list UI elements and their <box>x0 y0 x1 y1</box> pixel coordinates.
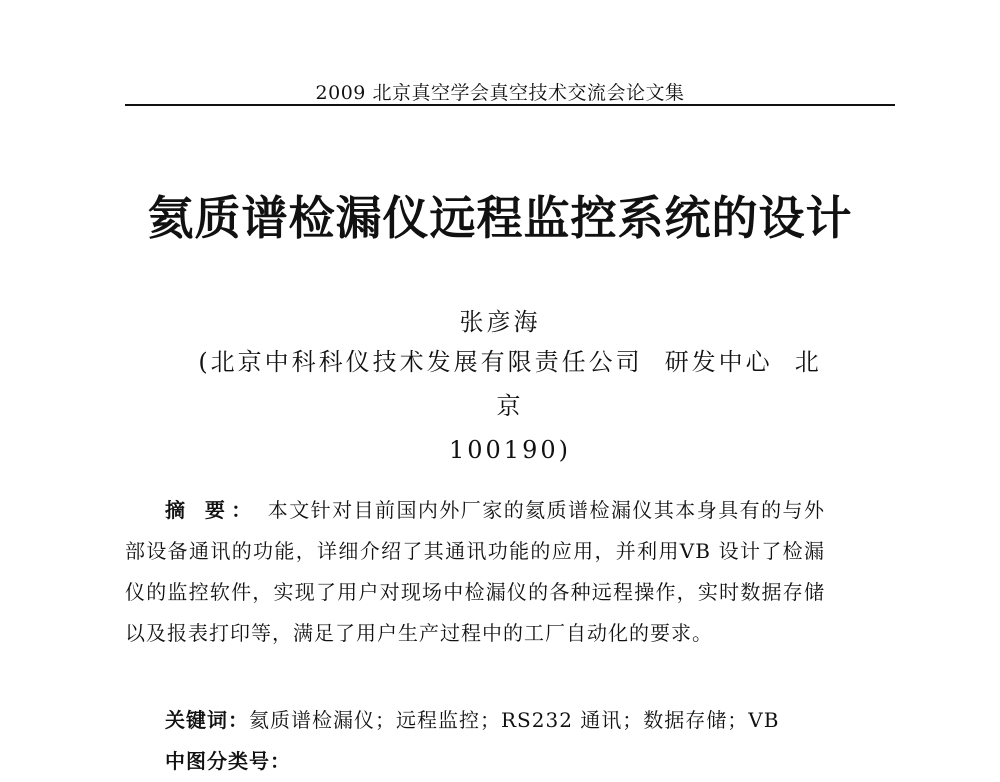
abstract-label: 摘 要： <box>165 498 258 522</box>
paper-title: 氦质谱检漏仪远程监控系统的设计 <box>147 191 853 245</box>
classification-label: 中图分类号： <box>165 749 291 773</box>
affiliation-postcode: 100190) <box>449 436 571 464</box>
keywords <box>165 700 845 741</box>
affiliation-dept: 研发中心 <box>664 348 773 376</box>
header-rule <box>125 104 895 106</box>
running-header: 2009 北京真空学会真空技术交流会论文集 <box>315 82 685 104</box>
author-name: 张彦海 <box>459 308 541 336</box>
affiliation <box>185 340 835 472</box>
abstract-text: 本文针对目前国内外厂家的氦质谱检漏仪其本身具有的与外部设备通讯的功能，详细介绍了其通讯功能的应用，并利用VB 设计了检漏仪的监控软件，实现了用户对现场中检漏仪的各种远程操作，实时数据存储以及报表打印等，满足了用户生产过程中的工厂自动化的要求。 <box>125 498 825 645</box>
keywords-text: 氦质谱检漏仪；远程监控；RS232 通讯；数据存储；VB <box>249 708 780 732</box>
keywords-label: 关键词： <box>165 708 249 732</box>
affiliation-org: (北京中科科仪技术发展有限责任公司 <box>198 348 643 376</box>
abstract <box>125 490 825 654</box>
affiliation-city: 北京 <box>496 348 822 420</box>
classification <box>165 741 845 782</box>
